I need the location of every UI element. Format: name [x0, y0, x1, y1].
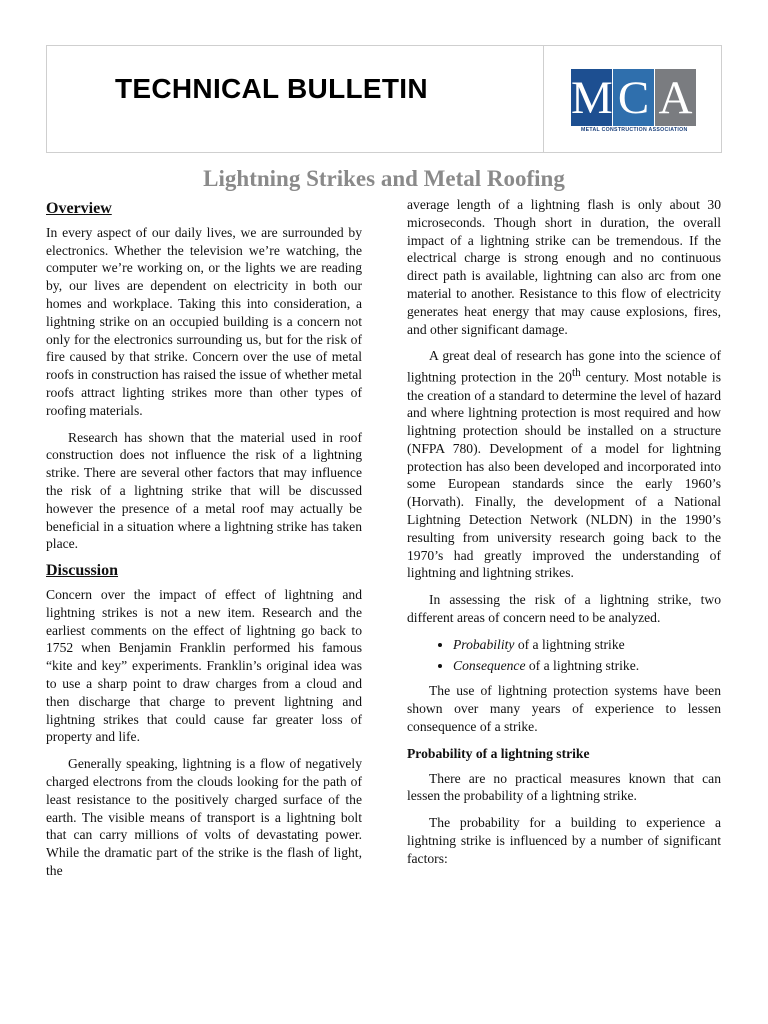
logo-tile-m [571, 69, 612, 126]
overview-paragraph-2: Research has shown that the material used in roof construction does not influence the risk of a lightning strike. There are several other factors that may influence the risk of a lightning strike that will be discussed however the presence of a metal roof may actually be beneficial in a situation where a lightning strike has taken place. [46, 429, 362, 552]
logo-tile-a [655, 69, 696, 126]
right-paragraph-4: The use of lightning protection systems have been shown over many years of experience to lessen consequence of a strike. [407, 683, 721, 735]
right-paragraph-2 [407, 347, 721, 582]
discussion-paragraph-1: Concern over the impact of effect of lightning and lightning strikes is not a new item. Research and the earliest comments on the effect of lightning go back to 1752 when Benjamin Franklin performed his famous “kite and key” experiments. Franklin’s original idea was to use a sharp point to draw charges from a cloud and then discharge that charge to prevent lightning and lightning strikes that could cause far greater loss of property and life. [46, 586, 362, 745]
header-divider [543, 46, 544, 152]
logo-letter-m: M [571, 72, 613, 124]
right-paragraph-6: The probability for a building to experience a lightning strike is influenced by a number of significant factors: [407, 815, 721, 866]
list-item-rest: of a lightning strike [514, 636, 625, 652]
p2-superscript: th [571, 367, 581, 380]
list-item-rest: of a lightning strike. [525, 657, 640, 673]
list-item [453, 636, 721, 654]
p2-text-b: century. Most notable is the creation of a standard to determine the level of hazard and where lightning protection is most required and how lightning protection should be installed on a structure (NFPA 780). Development of a model for lightning protection has also been developed and incorporated into some European standards since the early 1960’s (Horvath). Finally, the development of a National Lightning Detection Network (NLDN) in the 1990’s resulting from university research going back to the 1970’s had greatly improved the understanding of lightning and lightning strikes. [407, 369, 722, 581]
left-column [46, 196, 362, 889]
header-box [46, 45, 722, 153]
bulletin-title: TECHNICAL BULLETIN [115, 73, 428, 104]
logo-subtitle: METAL CONSTRUCTION ASSOCIATION [581, 127, 688, 133]
document-title: Lightning Strikes and Metal Roofing [203, 166, 565, 191]
list-item-term: Probability [453, 636, 515, 652]
logo-letter-a: A [658, 72, 693, 124]
right-paragraph-5: There are no practical measures known that can lessen the probability of a lightning strike. [407, 770, 721, 804]
discussion-paragraph-2: Generally speaking, lightning is a flow of negatively charged electrons from the clouds looking for the path of least resistance to the positively charged surface of the earth. The visible means of transport is a lightning bolt that can carry millions of volts of devastating power. While the dramatic part of the strike is the flash of light, the [46, 756, 362, 878]
p2-text-a: A great deal of research has gone into the science of lightning protection in the 20 [407, 348, 721, 385]
mca-logo [571, 69, 697, 135]
list-item [453, 657, 721, 675]
concern-list [407, 636, 721, 675]
overview-heading: Overview [46, 200, 112, 217]
probability-subheading: Probability of a lightning strike [407, 745, 590, 761]
discussion-heading: Discussion [46, 562, 119, 580]
right-paragraph-3: In assessing the risk of a lightning strike, two different areas of concern need to be analyzed. [407, 592, 721, 626]
right-column [407, 196, 721, 877]
list-item-term: Consequence [453, 657, 526, 673]
logo-tile-c [613, 69, 654, 126]
right-paragraph-1: average length of a lightning flash is only about 30 microseconds. Though short in duration, the overall impact of a lightning strike can be tremendous. If the electrical charge is strong enough and no continuous direct path is available, lightning can also arc from one material to another. Resistance to this flow of electricity generates heat energy that may cause explosions, fires, and other significant damage. [407, 197, 721, 337]
logo-letter-c: C [617, 72, 650, 124]
overview-paragraph-1: In every aspect of our daily lives, we are surrounded by electronics. Whether the television we’re watching, the computer we’re working on, or the lights we are reading by, our lives are dependent on electricity in both our homes and workplace. Taking this into consideration, a lightning strike on an occupied building is a concern not only for the electronics surrounding us, but for the risk of fire caused by that strike. Concern over the use of metal roofs in construction has raised the issue of whether metal roofs attract lighting strikes more than other types of roofing materials. [46, 224, 362, 418]
